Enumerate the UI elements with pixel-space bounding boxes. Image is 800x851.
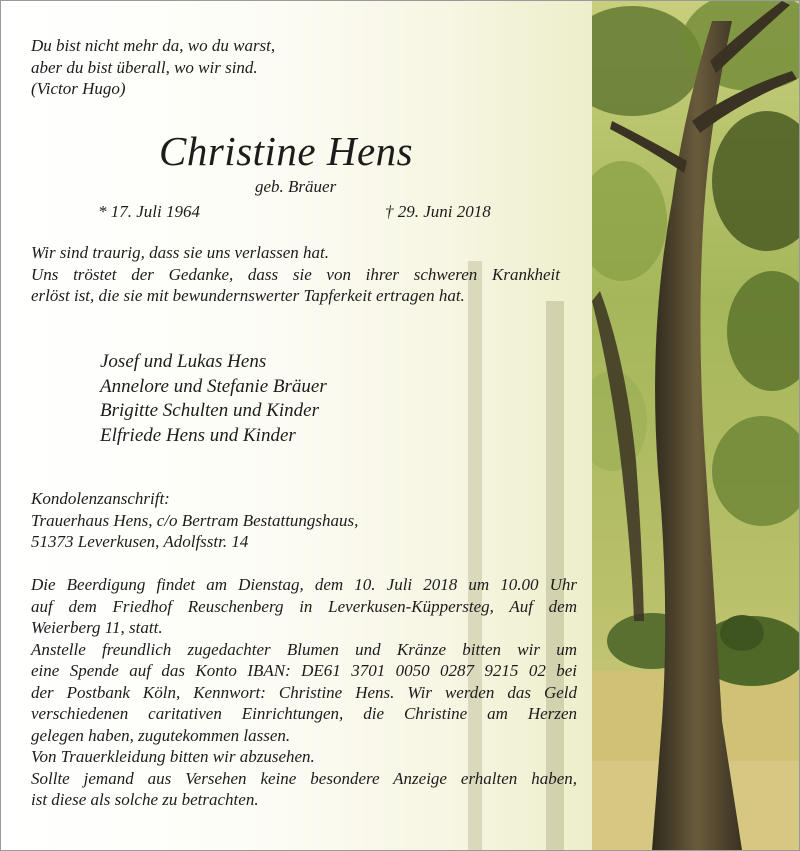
funeral-line: Von Trauerkleidung bitten wir abzusehen.: [31, 747, 315, 766]
tree-photo: [592, 1, 799, 850]
funeral-line: Sollte jemand aus Versehen keine besondere Anzeige erhalten haben,: [31, 768, 577, 788]
birth-date: * 17. Juli 1964: [98, 202, 200, 221]
funeral-line: Weierberg 11, statt.: [31, 618, 163, 637]
quote-author: (Victor Hugo): [31, 79, 126, 98]
address-line: Trauerhaus Hens, c/o Bertram Bestattungshaus,: [31, 510, 359, 530]
funeral-line: Anstelle freundlich zugedachter Blumen und Kränze bitten wir um: [31, 639, 577, 659]
quote-line: Du bist nicht mehr da, wo du warst,: [31, 36, 276, 55]
maiden-name: geb. Bräuer: [255, 177, 337, 196]
funeral-line: auf dem Friedhof Reuschenberg in Leverkusen-Küppersteg, Auf dem: [31, 596, 577, 616]
funeral-line: ist diese als solche zu betrachten.: [31, 790, 259, 809]
mourner-entry: Elfriede Hens und Kinder: [100, 424, 296, 446]
address-line: 51373 Leverkusen, Adolfsstr. 14: [31, 532, 249, 551]
mourner-entry: Annelore und Stefanie Bräuer: [100, 375, 327, 397]
message: [31, 242, 560, 307]
funeral-line: gelegen haben, zugutekommen lassen.: [31, 725, 291, 745]
address-heading: Kondolenzanschrift:: [31, 489, 170, 508]
quote-line: aber du bist überall, wo wir sind.: [31, 57, 258, 77]
mourner-entry: Josef und Lukas Hens: [100, 351, 267, 372]
message-line: Uns tröstet der Gedanke, dass sie von ihrer schweren Krankheit: [31, 264, 560, 284]
funeral-line: eine Spende auf das Konto IBAN: DE61 3701 0050 0287 9215 02 bei: [31, 661, 577, 680]
deceased-name: Christine Hens: [159, 128, 414, 174]
message-line: erlöst ist, die sie mit bewundernswerter Tapferkeit ertragen hat.: [31, 286, 465, 305]
funeral-line: verschiedenen caritativen Einrichtungen, die Christine am Herzen: [31, 704, 577, 723]
funeral-line: Die Beerdigung findet am Dienstag, dem 10. Juli 2018 um 10.00 Uhr: [31, 575, 577, 594]
message-line: Wir sind traurig, dass sie uns verlassen hat.: [31, 243, 329, 262]
mourner-entry: Brigitte Schulten und Kinder: [100, 400, 320, 421]
funeral-line: der Postbank Köln, Kennwort: Christine Hens. Wir werden das Geld: [31, 682, 577, 702]
condolence-address: [31, 488, 358, 553]
death-date: † 29. Juni 2018: [385, 202, 491, 221]
quote: [31, 35, 275, 100]
mourners-list: [100, 350, 327, 448]
funeral-info: [31, 574, 577, 811]
